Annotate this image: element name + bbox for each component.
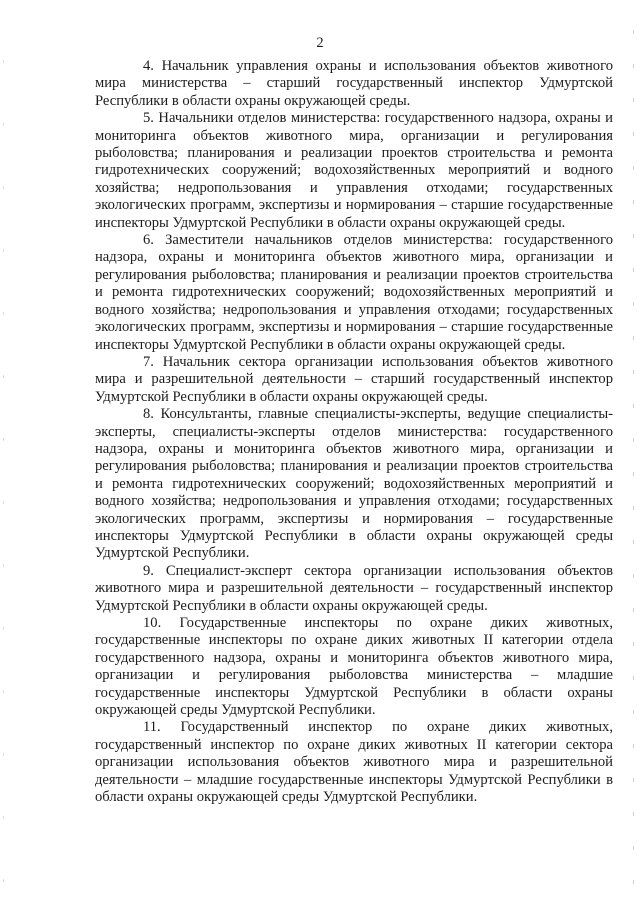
paragraph-7: 7. Начальник сектора организации использования объектов животного мира и разрешительной деятельности – старший государственный инспектор Удмуртской Республики в области охраны окружающей среды. [95,353,613,405]
scan-edge-right [633,0,634,905]
paragraph-8: 8. Консультанты, главные специалисты-эксперты, ведущие специалисты-эксперты, специалисты-эксперты отделов министерства: государственного надзора, охраны и мониторинга объектов животного мира, организации и регулирования рыболовства; планирования и реализации проектов строительства и ремонта гидротехнических сооружений; водохозяйственных мероприятий и водного хозяйства; недропользования и управления отходами; государственных экологических программ, экспертизы и нормирования – государственные инспекторы Удмуртской Республики в области охраны окружающей среды Удмуртской Республики. [95,406,613,562]
paragraph-10: 10. Государственные инспекторы по охране диких животных, государственные инспекторы по охране диких животных II категории отдела государственного надзора, охраны и мониторинга объектов животного мира, организации и регулирования рыболовства министерства – младшие государственные инспекторы Удмуртской Республики в области охраны окружающей среды Удмуртской Республики. [95,615,613,719]
document-body [95,58,613,806]
paragraph-6: 6. Заместители начальников отделов министерства: государственного надзора, охраны и мониторинга объектов животного мира, организации и регулирования рыболовства; планирования и реализации проектов строительства и ремонта гидротехнических сооружений; водохозяйственных мероприятий и водного хозяйства; недропользования и управления отходами; государственных экологических программ, экспертизы и нормирования – старшие государственные инспекторы Удмуртской Республики в области охраны окружающей среды. [95,232,613,353]
page-number: 2 [316,35,324,51]
paragraph-11: 11. Государственный инспектор по охране диких животных, государственный инспектор по охране диких животных II категории сектора организации использования объектов животного мира и разрешительной деятельности – младшие государственные инспекторы Удмуртской Республики в области охраны окружающей среды Удмуртской Республики. [95,719,613,806]
paragraph-9: 9. Специалист-эксперт сектора организации использования объектов животного мира и разрешительной деятельности – государственный инспектор Удмуртской Республики в области охраны окружающей среды. [95,562,613,614]
paragraph-5: 5. Начальники отделов министерства: государственного надзора, охраны и мониторинга объектов животного мира, организации и регулирования рыболовства; планирования и реализации проектов строительства и ремонта гидротехнических сооружений; водохозяйственных мероприятий и водного хозяйства; недропользования и управления отходами; государственных экологических программ, экспертизы и нормирования – старшие государственные инспекторы Удмуртской Республики в области охраны окружающей среды. [95,110,613,231]
scan-edge-left [3,0,4,905]
paragraph-4: 4. Начальник управления охраны и использования объектов животного мира министерства – старший государственный инспектор Удмуртской Республики в области охраны окружающей среды. [95,58,613,109]
